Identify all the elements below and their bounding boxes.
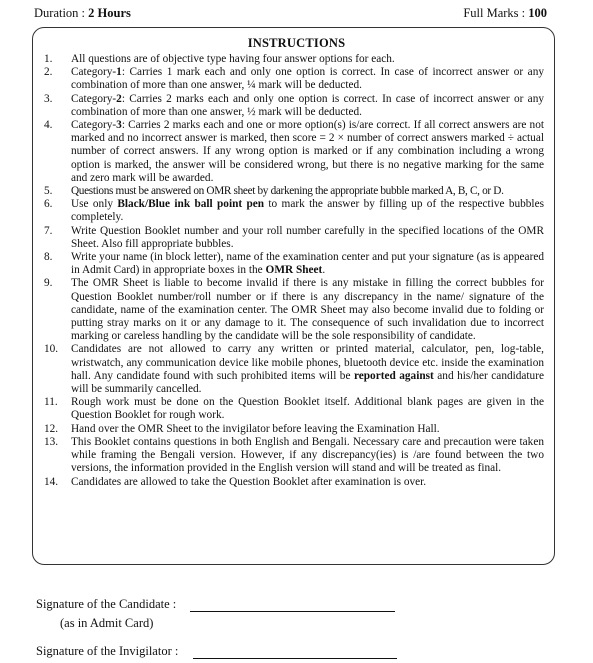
instruction-item xyxy=(44,277,544,343)
instruction-number: 5. xyxy=(44,185,53,198)
instruction-item xyxy=(44,93,544,119)
instruction-number: 1. xyxy=(44,53,53,65)
instruction-number: 4. xyxy=(44,119,53,132)
instruction-text-bold: 1 xyxy=(116,66,122,79)
instruction-text xyxy=(71,53,544,66)
duration: Duration : 2 Hours xyxy=(34,6,131,20)
instruction-number: 3. xyxy=(44,92,53,105)
instruction-number: 9. xyxy=(44,277,53,290)
instruction-text xyxy=(71,66,544,92)
instruction-item xyxy=(44,225,544,251)
full-marks-value: 100 xyxy=(528,6,547,20)
instruction-text-bold: reported against xyxy=(353,369,434,382)
instruction-item xyxy=(44,66,544,92)
instruction-item xyxy=(44,251,544,277)
instruction-number: 6. xyxy=(44,198,53,211)
instruction-text-part: and his/her candidature will be summarily cancelled. xyxy=(71,369,544,396)
instruction-text xyxy=(71,277,544,343)
instruction-text-part: Candidates are allowed to take the Question Booklet after examination is over. xyxy=(71,475,427,488)
instruction-text-bold: 2 xyxy=(116,92,122,105)
invigilator-signature-line[interactable] xyxy=(193,658,397,659)
instruction-item xyxy=(44,198,544,224)
instruction-text-part: : Carries 2 marks each and one or more option(s) is/are correct. If all correct answers are not marked and no incorrect answer is marked, then score = 2 × number of correct answers marked ÷ actual number of correct answers. If any wrong option is marked or if any combination including a wrong option is marked, the answer will be considered wrong, but there is no negative marking for the same and zero mark will be awarded. xyxy=(71,119,544,184)
instruction-text-part: to mark the answer by filling up of the respective bubbles completely. xyxy=(71,198,544,224)
instruction-text xyxy=(71,225,544,251)
instruction-item xyxy=(44,119,544,185)
instruction-text-part: Category- xyxy=(71,66,117,79)
instructions-title: INSTRUCTIONS xyxy=(247,36,346,50)
instruction-item xyxy=(44,53,544,66)
instruction-text-part: . xyxy=(322,264,326,277)
instruction-text xyxy=(71,198,544,224)
instruction-text xyxy=(71,423,544,436)
instruction-item xyxy=(44,396,544,422)
instruction-text-part: This Booklet contains questions in both English and Bengali. Necessary care and precaution were taken while framing the Bengali version. However, if any discrepancy(ies) is /are found between the two versions, the information provided in the English version will stand and will be treated as final. xyxy=(71,435,544,475)
instruction-number: 7. xyxy=(44,224,53,237)
instruction-text-part: Write Question Booklet number and your roll number carefully in the specified locations of the OMR Sheet. Also fill appropriate bubbles. xyxy=(71,224,544,250)
instruction-text-part: Use only xyxy=(71,198,118,211)
candidate-signature-note: (as in Admit Card) xyxy=(60,616,154,630)
instruction-text-bold: 3 xyxy=(116,119,122,132)
instruction-text-part: Write your name (in block letter), name of the examination center and put your signature (as is appeared in Admit Card) in appropriate boxes in the xyxy=(71,251,544,277)
instruction-text-part: Hand over the OMR Sheet to the invigilator before leaving the Examination Hall. xyxy=(71,422,440,435)
exam-header xyxy=(34,6,547,21)
full-marks: Full Marks : 100 xyxy=(463,6,547,20)
instruction-text xyxy=(71,119,544,185)
instruction-number: 13. xyxy=(44,435,59,448)
instruction-number: 8. xyxy=(44,251,53,264)
instruction-number: 11. xyxy=(44,396,58,409)
instruction-text xyxy=(71,251,544,277)
instruction-item xyxy=(44,343,544,396)
instruction-text xyxy=(71,185,544,198)
instruction-text-bold: OMR Sheet xyxy=(265,264,323,277)
duration-value: 2 Hours xyxy=(88,6,131,20)
instructions-list xyxy=(44,53,544,489)
instruction-item xyxy=(44,436,544,476)
instruction-text xyxy=(71,93,544,119)
instruction-number: 14. xyxy=(44,475,59,488)
instruction-number: 10. xyxy=(44,343,59,356)
instruction-item xyxy=(44,476,544,489)
instruction-item xyxy=(44,185,544,198)
instruction-text-part: The OMR Sheet is liable to become invalid if there is any mistake in filling the correct bubbles for Question Booklet number/roll number or if there is any discrepancy in the name/ signature of the candidate, name of the examination center. The OMR Sheet may also become invalid due to folding or putting stray marks on it or any damage to it. The consequence of such invalidation due to incorrect marking or careless handling by the candidate will be the sole responsibility of candidate. xyxy=(71,277,544,343)
instruction-item xyxy=(44,423,544,436)
instruction-text-part: : Carries 2 marks each and only one option is correct. In case of incorrect answer or any combination of more than one answer, ½ mark will be deducted. xyxy=(71,92,544,118)
candidate-signature-label: Signature of the Candidate : xyxy=(36,597,177,611)
instruction-text xyxy=(71,343,544,396)
instruction-text xyxy=(71,476,544,489)
instruction-text-bold: Black/Blue ink ball point pen xyxy=(117,198,265,211)
instruction-text-part: Category- xyxy=(71,92,117,105)
instruction-text-part: Category- xyxy=(71,119,117,132)
instruction-text-part: Rough work must be done on the Question Booklet itself. Additional blank pages are given in the Question Booklet for rough work. xyxy=(71,396,544,422)
instruction-number: 2. xyxy=(44,66,53,79)
instruction-text-part: Candidates are not allowed to carry any written or printed material, calculator, pen, log-table, wristwatch, any communication device like mobile phones, bluetooth device etc. inside the examination hall. Any candidate found with such prohibited items will be xyxy=(71,343,544,382)
instruction-text xyxy=(71,396,544,422)
instruction-number: 12. xyxy=(44,422,59,435)
invigilator-signature-label: Signature of the Invigilator : xyxy=(36,644,179,658)
instruction-text-part: : Carries 1 mark each and only one option is correct. In case of incorrect answer or any combination of more than one answer, ¼ mark will be deducted. xyxy=(71,66,544,92)
candidate-signature-line[interactable] xyxy=(190,611,395,612)
instruction-text xyxy=(71,436,544,476)
instruction-text-part: Questions must be answered on OMR sheet by darkening the appropriate bubble marked A, B, C, or D. xyxy=(71,185,504,198)
instruction-text-part: All questions are of objective type having four answer options for each. xyxy=(71,53,395,65)
